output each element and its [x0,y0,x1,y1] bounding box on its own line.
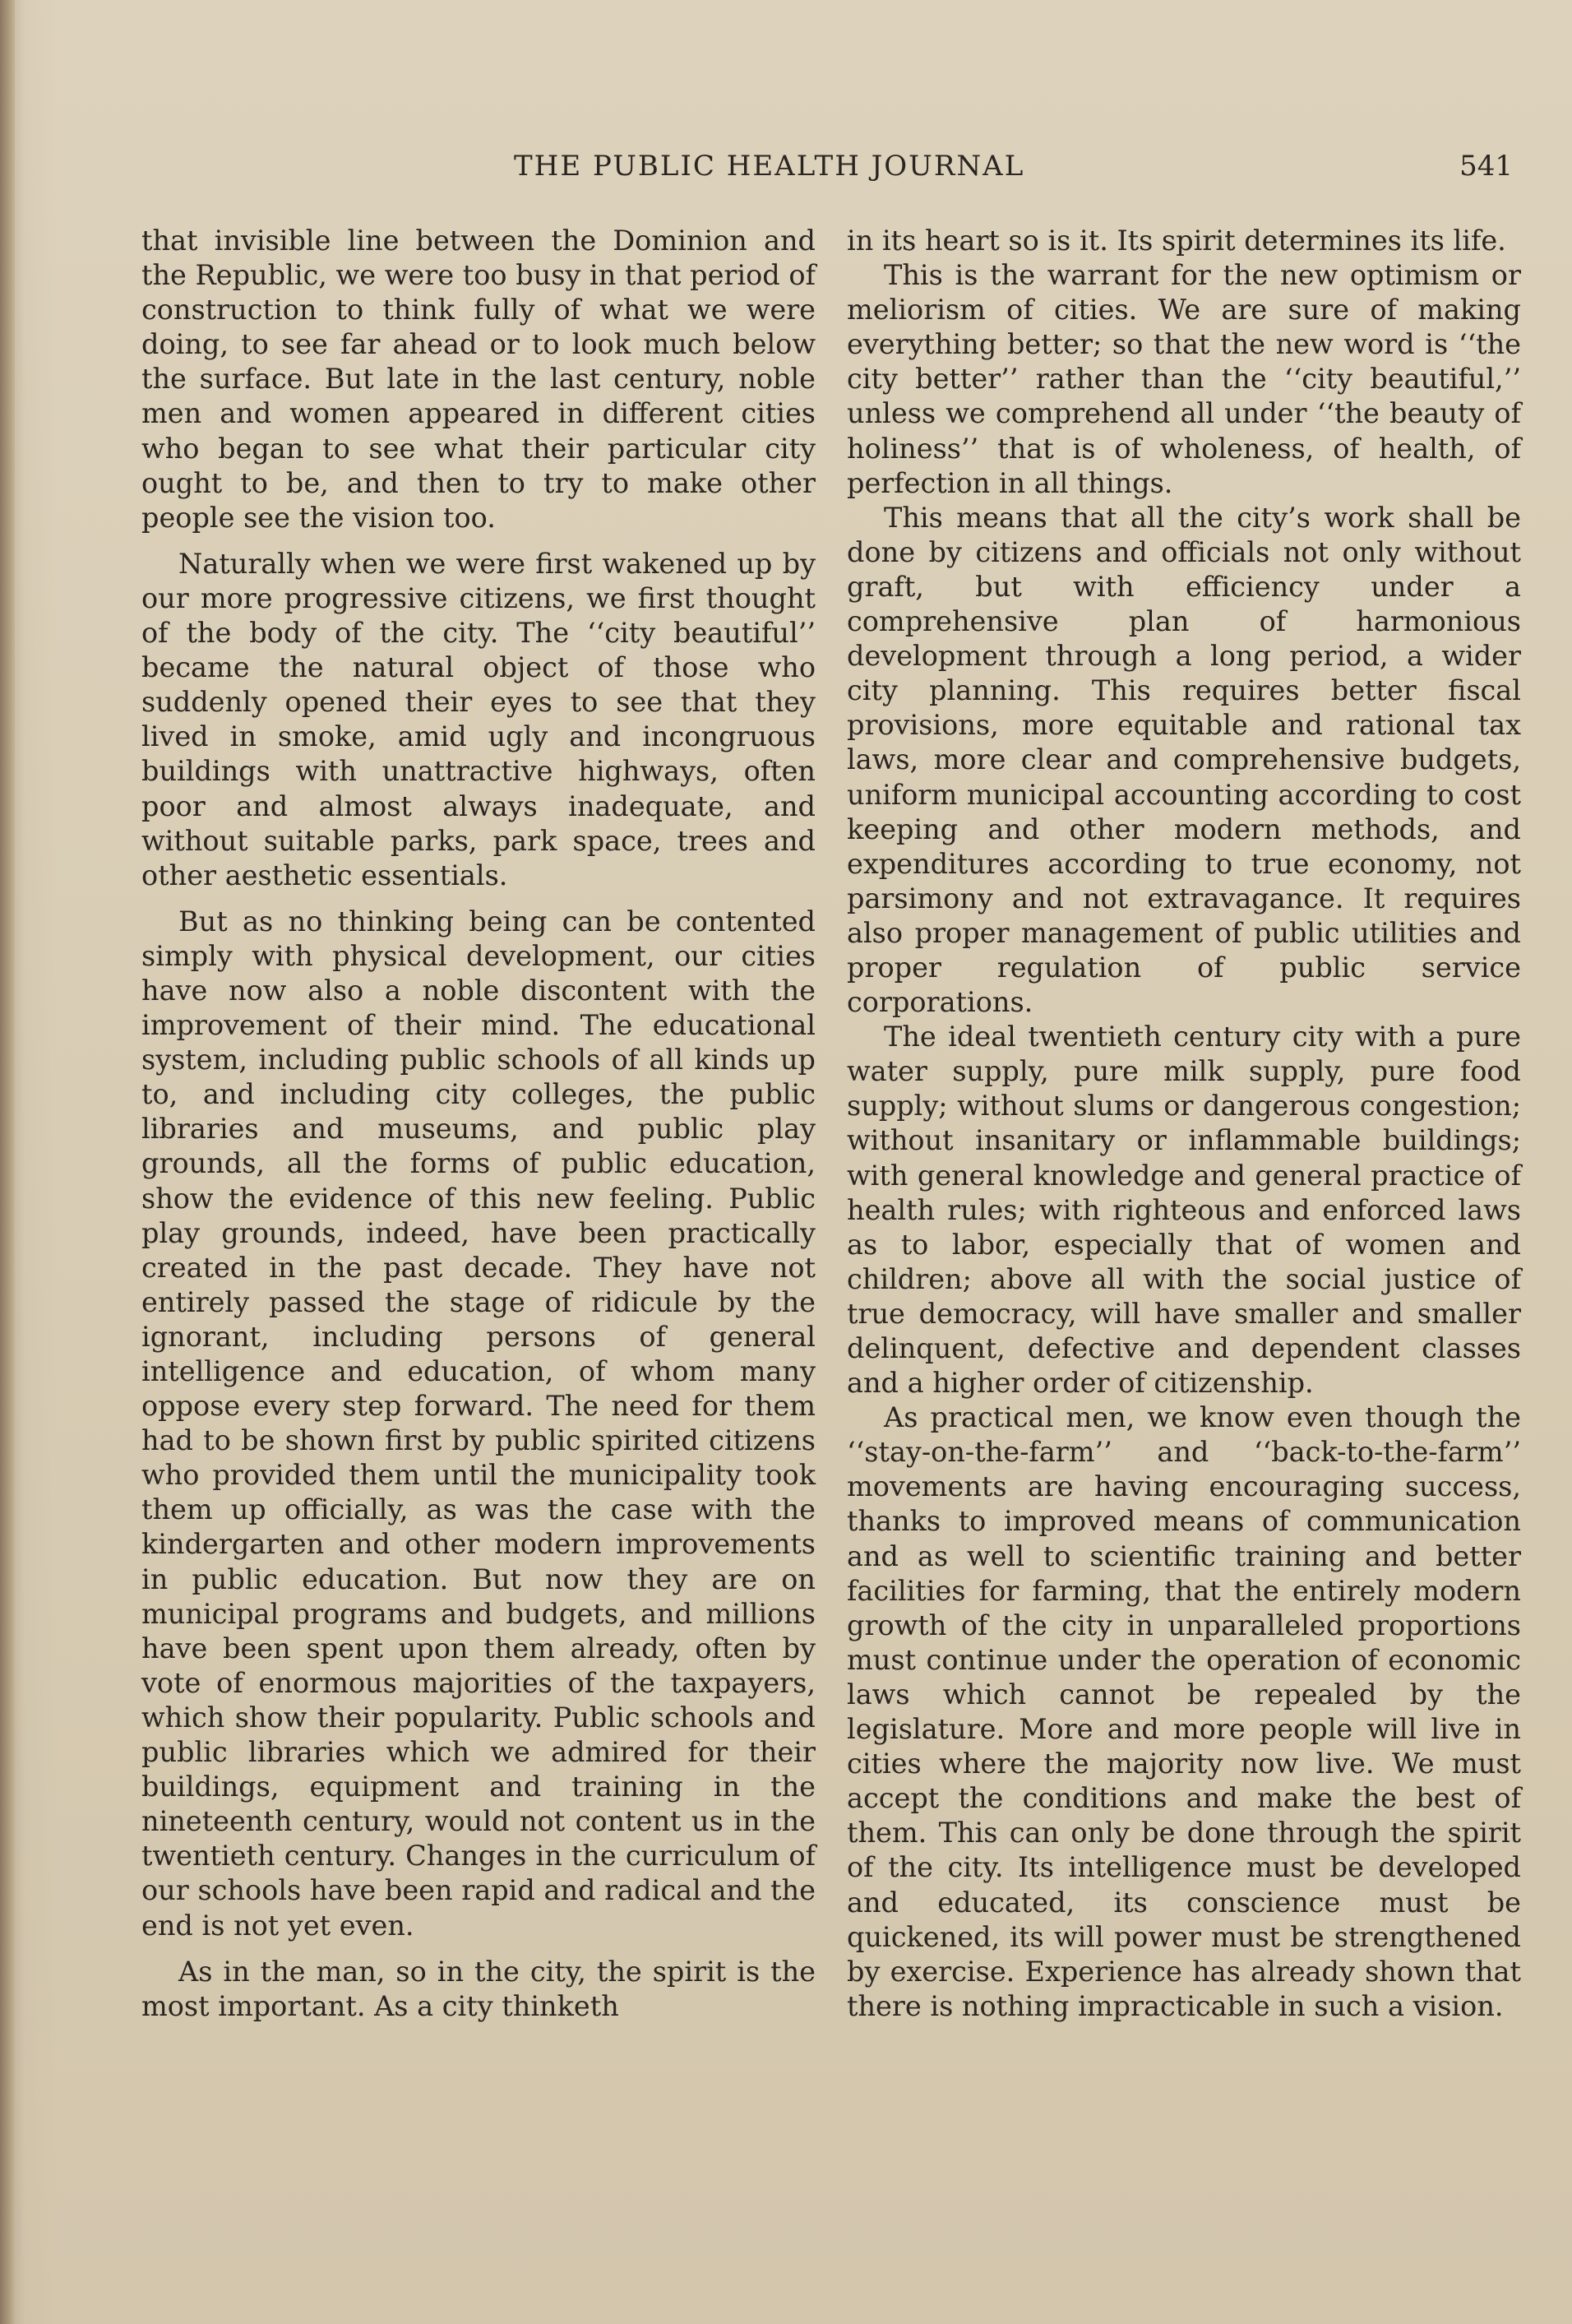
left-paragraph-2: Naturally when we were first wakened up by our more progressive citizens, we first thought of the body of the city. The ‘‘city beautiful’’ became the natural object of those who suddenly opened their eyes to see that they lived in smoke, amid ugly and incongruous buildings with unattractive highways, often poor and almost always inadequate, and without suitable parks, park space, trees and other aesthetic essentials. [141,547,816,891]
left-column [141,224,816,2024]
left-paragraph-1: that invisible line between the Dominion and the Republic, we were too busy in that period of construction to think fully of what we were doing, to see far ahead or to look much below the surface. But late in the last century, noble men and women appeared in different cities who began to see what their particular city ought to be, and then to try to make other people see the vision too. [141,225,816,534]
binding-edge [0,0,15,2324]
right-paragraph-1: in its heart so is it. Its spirit determines its life. [847,225,1506,257]
left-paragraph-4: As in the man, so in the city, the spirit is the most important. As a city thinketh [141,1955,816,2022]
right-paragraph-5: As practical men, we know even though the ‘‘stay-on-the-farm’’ and ‘‘back-to-the-farm’’ movements are having encouraging success, thanks to improved means of communication and as well to scientific training and better facilities for farming, that the entirely modern growth of the city in unparalleled proportions must continue under the operation of economic laws which cannot be repealed by the legislature. More and more people will live in cities where the majority now live. We must accept the conditions and make the best of them. This can only be done through the spirit of the city. Its intelligence must be developed and educated, its conscience must be quickened, its will power must be strengthened by exercise. Experience has already shown that there is nothing impracticable in such a vision. [847,1401,1521,2022]
right-paragraph-2: This is the warrant for the new optimism or meliorism of cities. We are sure of making everything better; so that the new word is ‘‘the city better’’ rather than the ‘‘city beautiful,’’ unless we comprehend all under ‘‘the beauty of holiness’’ that is of wholeness, of health, of perfection in all things. [847,259,1521,499]
right-paragraph-4: The ideal twentieth century city with a pure water supply, pure milk supply, pure food supply; without slums or dangerous congestion; without insanitary or inflammable buildings; with general knowledge and general practice of health rules; with righteous and enforced laws as to labor, especially that of women and children; above all with the social justice of true democracy, will have smaller and smaller delinquent, defective and dependent classes and a higher order of citizenship. [847,1021,1521,1400]
running-header [140,150,1513,191]
left-paragraph-3: But as no thinking being can be contented simply with physical development, our cities have now also a noble discontent with the improvement of their mind. The educational system, including public schools of all kinds up to, and including city colleges, the public libraries and museums, and public play grounds, all the forms of public education, show the evidence of this new feeling. Public play grounds, indeed, have been practically created in the past decade. They have not entirely passed the stage of ridicule by the ignorant, including persons of general intelligence and education, of whom many oppose every step forward. The need for them had to be shown first by public spirited citizens who provided them until the municipality took them up officially, as was the case with the kindergarten and other modern improvements in public education. But now they are on municipal programs and budgets, and millions have been spent upon them already, often by vote of enormous majorities of the taxpayers, which show their popularity. Public schools and public libraries which we admired for their buildings, equipment and training in the nineteenth century, would not content us in the twentieth century. Changes in the curriculum of our schools have been rapid and radical and the end is not yet even. [141,905,816,1942]
journal-title: THE PUBLIC HEALTH JOURNAL [514,150,1025,183]
page-number: 541 [1459,150,1513,183]
right-paragraph-3: This means that all the city’s work shall be done by citizens and officials not only without graft, but with efficiency under a comprehensive plan of harmonious development through a long period, a wider city planning. This requires better fiscal provisions, more equitable and rational tax laws, more clear and comprehensive budgets, uniform municipal accounting according to cost keeping and other modern methods, and expenditures according to true economy, not parsimony and not extravagance. It requires also proper management of public utilities and proper regulation of public service corporations. [847,501,1521,1019]
right-column [847,224,1521,2024]
